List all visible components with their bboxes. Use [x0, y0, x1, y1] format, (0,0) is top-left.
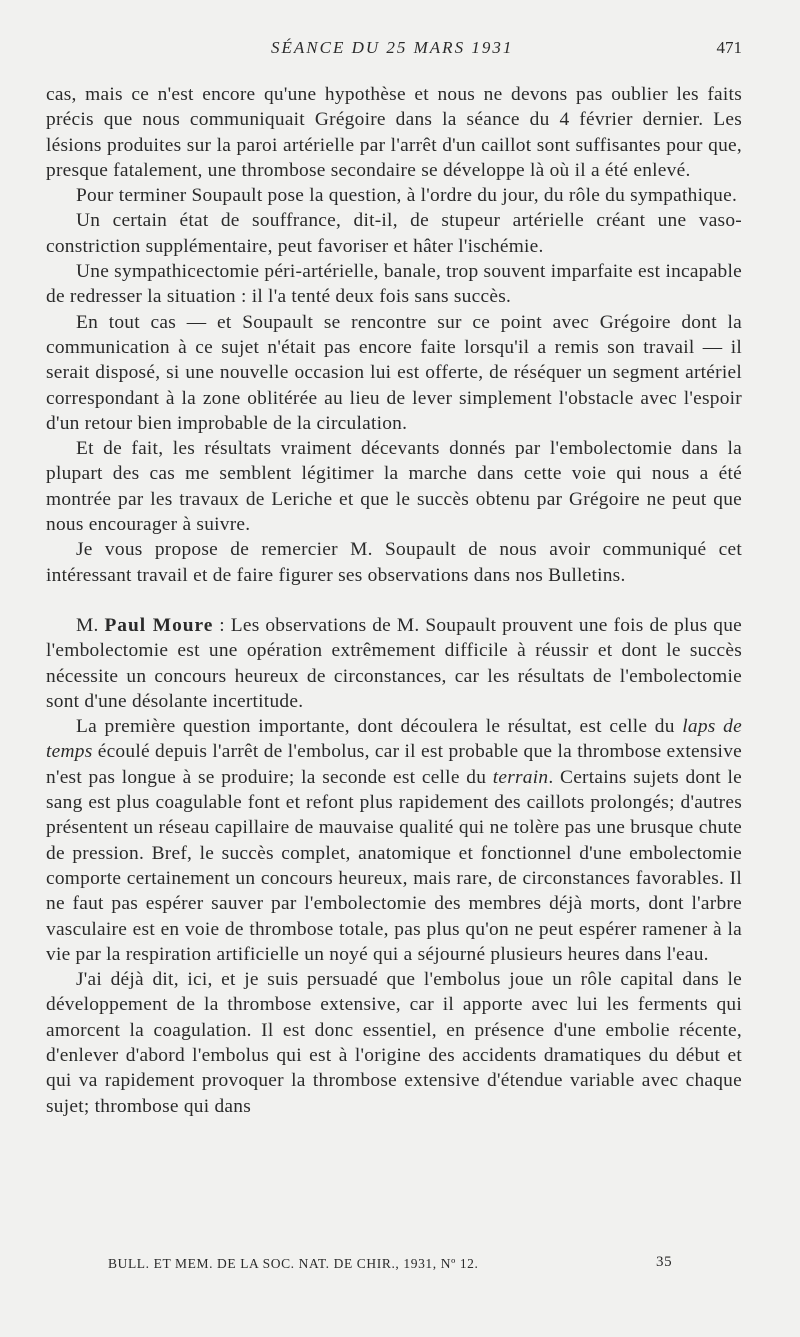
paragraph-9-text-b: écoulé depuis l'arrêt de l'embolus, car il est probable que la thrombose extensive n'est pas longue à se produire; la seconde est celle du — [46, 741, 742, 788]
emphasis-terrain: terrain — [492, 766, 549, 788]
speaker-prefix: M. — [76, 614, 105, 636]
paragraph-9-text-c: . Certains sujets dont le sang est plus coagulable font et refont plus rapidement des caillots prolongés; d'autres présentent un réseau capillaire de mauvaise qualité qui ne tolère pas une brusque chute de pression. Bref, le succès complet, anatomique et fonctionnel d'une embolectomie comporte certainement un concours heureux, mais rare, de circonstances favorables. Il ne faut pas espérer sauver par l'embolectomie des membres déjà morts, dont l'arbre vasculaire est en voie de thrombose totale, pas plus qu'on ne peut espérer ramener à la vie par la respiration artificielle un noyé qui a séjourné plusieurs heures dans l'eau. — [46, 766, 742, 965]
paragraph-1: cas, mais ce n'est encore qu'une hypothèse et nous ne devons pas oublier les faits précis que nous communiquait Grégoire dans la séance du 4 février dernier. Les lésions produites sur la paroi artérielle par l'arrêt d'un caillot sont suffisantes pour que, presque fatalement, une thrombose secondaire se développe là où il a été enlevé. — [46, 84, 742, 181]
signature-mark: 35 — [656, 1254, 673, 1270]
body-text — [46, 82, 742, 1119]
journal-reference: BULL. ET MEM. DE LA SOC. NAT. DE CHIR., 1931, Nº 12. — [108, 1256, 479, 1271]
paragraph-4: Une sympathicectomie péri-artérielle, banale, trop souvent imparfaite est incapable de redresser la situation : il l'a tenté deux fois sans succès. — [46, 261, 742, 308]
speaker-name: Paul Moure — [104, 614, 214, 636]
paragraph-9 — [46, 714, 742, 967]
paragraph-9-text-a: La première question importante, dont découlera le résultat, est celle du — [76, 716, 683, 738]
running-head — [46, 38, 742, 62]
paragraph-3: Un certain état de souffrance, dit-il, de stupeur artérielle créant une vaso-constriction supplémentaire, peut favoriser et hâter l'ischémie. — [46, 210, 742, 257]
page-footer — [46, 1254, 742, 1276]
emphasis-laps-de-temps: laps de temps — [46, 716, 742, 763]
paragraph-8 — [46, 613, 742, 714]
paragraph-2: Pour terminer Soupault pose la question, à l'ordre du jour, du rôle du sympathique. — [76, 185, 738, 207]
paragraph-5: En tout cas — et Soupault se rencontre sur ce point avec Grégoire dont la communication à ce sujet n'était pas encore faite lorsqu'il a remis son travail — il serait disposé, si une nouvelle occasion lui est offerte, de réséquer un segment artériel correspondant à la zone oblitérée au lieu de lever simplement l'obstacle avec l'espoir d'un retour bien improbable de la circulation. — [46, 311, 742, 434]
paragraph-10: J'ai déjà dit, ici, et je suis persuadé que l'embolus joue un rôle capital dans le développement de la thrombose extensive, car il apporte avec lui les ferments qui amorcent la coagulation. Il est donc essentiel, en présence d'une embolie récente, d'enlever d'abord l'embolus qui est à l'origine des accidents dramatiques du début et qui va rapidement provoquer la thrombose extensive d'étendue variable avec chaque sujet; thrombose qui dans — [46, 969, 742, 1117]
paragraph-8-text: : Les observations de M. Soupault prouvent une fois de plus que l'embolectomie est une opération extrêmement difficile à réussir et dont le succès nécessite un concours heureux de circonstances, car les résultats de l'embolectomie sont d'une désolante incertitude. — [46, 614, 743, 712]
paragraph-6: Et de fait, les résultats vraiment décevants donnés par l'embolectomie dans la plupart des cas me semblent légitimer la marche dans cette voie qui nous a été montrée par les travaux de Leriche et que le succès obtenu par Grégoire ne peut que nous encourager à suivre. — [46, 438, 742, 536]
page-number: 471 — [716, 38, 742, 57]
running-title: SÉANCE DU 25 MARS 1931 — [271, 38, 514, 57]
paragraph-7: Je vous propose de remercier M. Soupault de nous avoir communiqué cet intéressant travail et de faire figurer ses observations dans nos Bulletins. — [46, 539, 742, 586]
document-page — [46, 0, 742, 1337]
